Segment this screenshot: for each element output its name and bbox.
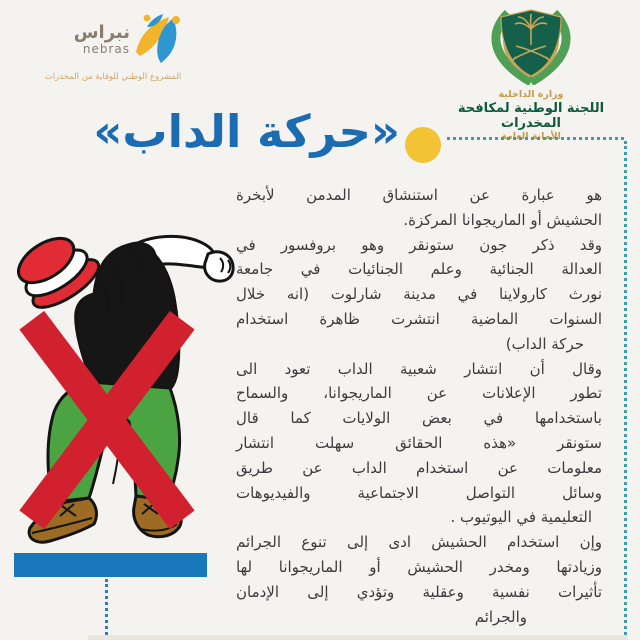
body-line: الحشيش أو الماريجوانا المركزة. bbox=[403, 210, 602, 229]
body-line: وقال أن انتشار شعبية الداب تعود الى bbox=[236, 359, 602, 378]
nebras-logo-names bbox=[74, 23, 130, 56]
secretariat-name: الأمانة العامة bbox=[501, 131, 561, 142]
page-title: «حركة الداب» bbox=[93, 105, 400, 158]
body-line: تأثيرات نفسية وعقلية وتؤدي إلى الإدمان bbox=[236, 582, 602, 601]
dotted-line-right bbox=[624, 141, 627, 640]
footer-divider bbox=[88, 635, 628, 640]
figure-platform-bar bbox=[14, 553, 207, 577]
body-line: باستخدامها في بعض الولايات كما قال bbox=[236, 409, 602, 428]
body-line: وزيادتها ومخدر الحشيش أو الماريجوانا لها bbox=[236, 557, 602, 576]
body-line: تطور الإعلانات عن الماريجوانا، والسماح bbox=[236, 384, 602, 403]
body-line: وقد ذكر جون ستونقر وهو بروفسور في bbox=[236, 235, 602, 254]
dotted-line-bottom bbox=[105, 579, 108, 640]
nebras-logo bbox=[42, 12, 184, 82]
body-text bbox=[236, 183, 602, 629]
committee-name: اللجنة الوطنية لمكافحة المخدرات bbox=[457, 101, 605, 131]
body-line: التعليمية في اليوتيوب . bbox=[450, 508, 592, 527]
body-line: ستونقر «هذه الحقائق سهلت انتشار bbox=[236, 433, 602, 452]
dab-figure-illustration bbox=[2, 224, 237, 584]
nebras-tagline: المشروع الوطني للوقاية من المخدرات bbox=[44, 72, 182, 82]
dotted-line-horizontal bbox=[447, 137, 624, 140]
body-line: السنوات الماضية انتشرت ظاهرة استخدام bbox=[236, 309, 602, 328]
body-line: العدالة الجنائية وعلم الجنائيات في جامعة bbox=[236, 260, 602, 279]
body-line: حركة الداب) bbox=[505, 334, 584, 353]
title-bullet-dot bbox=[405, 127, 441, 163]
saudi-emblem-icon bbox=[480, 5, 582, 85]
body-line: معلومات عن استخدام الداب عن طريق bbox=[236, 458, 602, 477]
body-line: نورث كارولاينا في مدينة شارلوت (انه خلال bbox=[236, 285, 602, 304]
body-line: والجرائم bbox=[474, 607, 527, 626]
ministry-logo-block bbox=[438, 5, 624, 143]
ministry-name: وزارة الداخلية bbox=[498, 89, 564, 100]
body-line: هو عبارة عن استنشاق المدمن لأبخرة bbox=[236, 186, 602, 204]
body-line: وإن استخدام الحشيش ادى إلى تنوع الجرائم bbox=[236, 533, 602, 552]
body-line: وسائل التواصل الاجتماعية والفيديوهات bbox=[236, 483, 602, 502]
nebras-name-arabic: نبراس bbox=[73, 21, 130, 43]
nebras-name-latin: nebras bbox=[82, 41, 130, 56]
nebras-shield-swoosh-icon bbox=[132, 12, 184, 66]
